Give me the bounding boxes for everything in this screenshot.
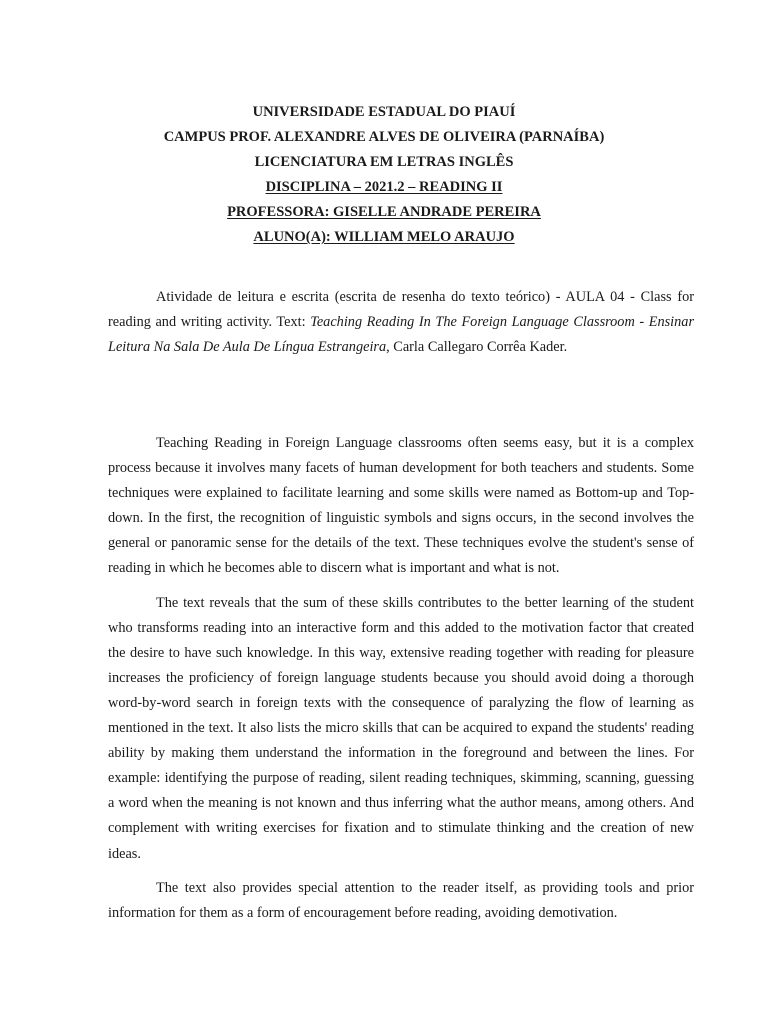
discipline-line: DISCIPLINA – 2021.2 – READING II: [265, 179, 503, 195]
activity-intro: [108, 285, 694, 360]
body-paragraph-1: Teaching Reading in Foreign Language classrooms often seems easy, but it is a complex process because it involves many facets of human development for both teachers and students. Some techniques were explained to facilitate learning and some skills were named as Bottom-up and Top-down. In the first, the recognition of linguistic symbols and signs occurs, in the second involves the general or panoramic sense for the details of the text. These techniques evolve the student's sense of reading in which he becomes able to discern what is important and what is not.: [108, 435, 694, 577]
intro-text-end: , Carla Callegaro Corrêa Kader.: [386, 339, 568, 355]
student-line: ALUNO(A): WILLIAM MELO ARAUJO: [253, 229, 515, 245]
intro-paragraph: [108, 285, 694, 360]
document-header: [0, 100, 768, 250]
review-body: [108, 431, 694, 935]
professor-line: PROFESSORA: GISELLE ANDRADE PEREIRA: [227, 204, 541, 220]
body-paragraph-3: The text also provides special attention to the reader itself, as providing tools and prior information for them as a form of encouragement before reading, avoiding demotivation.: [108, 879, 694, 921]
text-title-italic: Teaching Reading In The Foreign Language Classroom - Ensinar Leitura Na Sala De Aula De Língua Estrangeira: [108, 314, 695, 355]
course-name: LICENCIATURA EM LETRAS INGLÊS: [254, 154, 514, 170]
campus-name: CAMPUS PROF. ALEXANDRE ALVES DE OLIVEIRA (PARNAÍBA): [163, 129, 605, 145]
intro-text-start: Atividade de leitura e escrita (escrita de resenha do texto teórico) - AULA 04 - Class for reading and writing activity. Text:: [108, 289, 694, 330]
body-paragraph-2: The text reveals that the sum of these skills contributes to the better learning of the student who transforms reading into an interactive form and this added to the motivation factor that created the desire to have such knowledge. In this way, extensive reading together with reading for pleasure increases the proficiency of foreign language students because you should avoid doing a thorough word-by-word search in foreign texts with the consequence of paralyzing the flow of learning as mentioned in the text. It also lists the micro skills that can be acquired to expand the students' reading ability by making them understand the information in the foreground and between the lines. For example: identifying the purpose of reading, silent reading techniques, skimming, scanning, guessing a word when the meaning is not known and thus inferring what the author means, among others. And complement with writing exercises for fixation and to stimulate thinking and the creation of new ideas.: [108, 594, 694, 862]
university-name: UNIVERSIDADE ESTADUAL DO PIAUÍ: [252, 104, 516, 120]
